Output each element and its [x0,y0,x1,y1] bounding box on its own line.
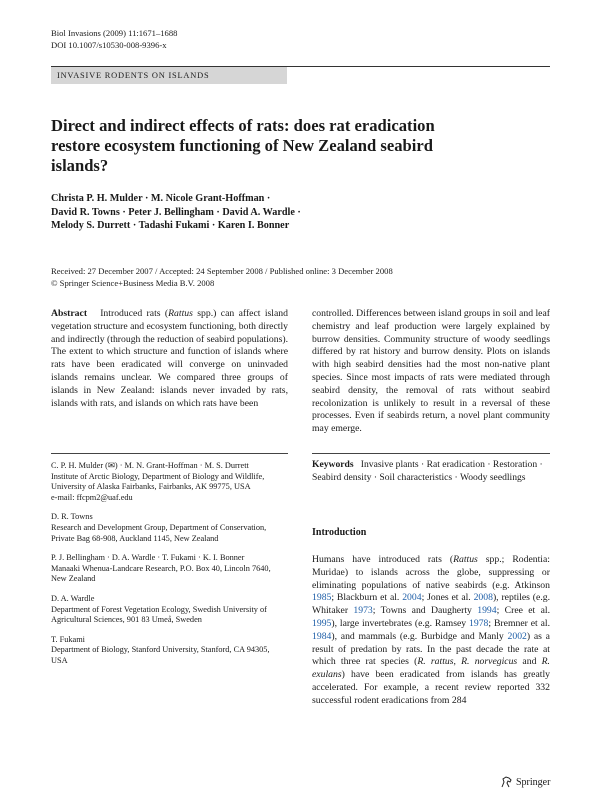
intro-text: and [517,656,542,668]
citation-link[interactable]: 1973 [353,605,373,617]
affiliation [51,594,288,626]
intro-text: ; Jones et al. [421,592,474,604]
affiliation-names: C. P. H. Mulder (✉) · M. N. Grant-Hoffman · M. S. Durrett [51,461,249,470]
doi[interactable]: DOI 10.1007/s10530-008-9396-x [51,39,167,50]
intro-text: ; Towns and Daugherty [372,605,478,617]
abstract-text: Introduced rats ( [100,308,169,319]
introduction-heading: Introduction [312,527,367,538]
author-line: Christa P. H. Mulder · M. Nicole Grant-Hoffman · [51,193,271,204]
author-line: Melody S. Durrett · Tadashi Fukami · Karen I. Bonner [51,220,290,231]
affiliation-names: P. J. Bellingham · D. A. Wardle · T. Fukami · K. I. Bonner [51,553,245,563]
citation-link[interactable]: 1984 [312,630,332,642]
title-line: restore ecosystem functioning of New Zealand seabird [51,136,433,155]
affiliation-address: Research and Development Group, Department of Conservation, Private Bag 68-908, Auckland 1145, New Zealand [51,522,267,543]
abstract-text: spp.) can affect island vegetation structure and ecosystem functioning, both directly and indirectly (through the reduction of seabird populations). The extent to which structure and function of islands where rats have been eradicated will converge on uninvaded islands remains unclear. We compared three groups of islands in New Zealand: islands never invaded by rats, islands with rats, and islands on which rats have been [51,308,289,409]
affiliation [51,461,288,503]
citation-link[interactable]: 2004 [402,592,422,604]
affiliation-rule [51,453,288,454]
intro-species: R. exulans [312,656,550,681]
citation-link[interactable]: 2008 [473,592,493,604]
publisher-logo [500,776,550,788]
citation-link[interactable]: 1995 [312,617,332,629]
intro-species: R. norvegicus [461,656,518,668]
intro-text: ) as a result of predation by rats. In the past decade the rate at which three rat species ( [312,630,550,668]
keywords-heading: Keywords [312,459,354,470]
abstract-continued: controlled. Differences between island groups in soil and leaf chemistry and leaf production were largely explained by burrow densities. Community structure of woody seedlings differed by rat history and burrow density. Plots on islands with high seabird densities had the most non-native plant species. Since most impacts of rats were mediated through seabird density, the removal of rats without seabird recolonization is unlikely to result in a reversal of these processes. Even if seabirds return, a novel plant community may emerge. [312,308,550,435]
intro-genus: Rattus [453,554,478,565]
affiliation-names: T. Fukami [51,634,85,644]
affiliation-address: Institute of Arctic Biology, Department of Biology and Wildlife, University of Alaska Fairbanks, Fairbanks, AK 99775, USA [51,471,265,492]
copyright-line: © Springer Science+Business Media B.V. 2008 [51,277,215,288]
affiliation-email[interactable]: e-mail: ffcpm2@uaf.edu [51,492,133,502]
author-line: David R. Towns · Peter J. Bellingham · David A. Wardle · [51,206,301,218]
article-title [51,116,491,176]
affiliation-names: D. R. Towns [51,512,93,522]
intro-species: R. rattus [417,656,454,668]
intro-text: ) have been eradicated from islands has greatly accelerated. For example, a recent review reported 332 successful rodent eradications from 284 [312,669,550,706]
affiliation-address: Department of Biology, Stanford University, Stanford, CA 94305, USA [51,645,270,665]
citation-link[interactable]: 1978 [469,617,489,629]
journal-header [51,28,177,51]
intro-text: ; Cree et al. [496,605,550,617]
intro-text: spp.; Rodentia: Muridae) to islands across the globe, suppressing or eliminating populations of native seabirds (e.g. Atkinson [312,554,550,591]
dates-line: Received: 27 December 2007 / Accepted: 24 September 2008 / Published online: 3 December 2008 [51,266,393,276]
introduction-text [312,554,550,708]
affiliation-names: D. A. Wardle [51,593,95,603]
springer-horse-icon [500,776,513,788]
publication-dates [51,266,521,289]
author-list [51,192,481,233]
title-line: islands? [51,156,109,175]
abstract [51,308,288,410]
keywords [312,459,550,485]
intro-text: ), reptiles (e.g. Whitaker [312,592,551,617]
abstract-genus: Rattus [168,308,193,319]
intro-text: ), large invertebrates (e.g. Ramsey [331,617,470,629]
title-line: Direct and indirect effects of rats: does rat eradication [51,116,435,135]
citation-link[interactable]: 1994 [477,605,497,617]
citation-link[interactable]: 1985 [312,592,332,604]
intro-text: ; Blackburn et al. [331,592,403,604]
affiliation-address: Department of Forest Vegetation Ecology, Swedish University of Agricultural Sciences, 901 83 Umeå, Sweden [51,604,267,625]
intro-text: ; Bremner et al. [488,617,550,629]
intro-text: , [453,656,462,668]
affiliation [51,553,288,585]
abstract-heading: Abstract [51,308,88,319]
intro-text: ), and mammals (e.g. Burbidge and Manly [331,630,508,642]
keywords-text: Invasive plants · Rat eradication · Restoration · Seabird density · Soil characteristics · Woody seedlings [312,459,543,483]
affiliation-address: Manaaki Whenua-Landcare Research, P.O. Box 40, Lincoln 7640, New Zealand [51,563,271,584]
publisher-name: Springer [516,776,551,788]
journal-citation: Biol Invasions (2009) 11:1671–1688 [51,28,178,38]
keywords-rule [312,453,550,454]
affiliation [51,635,288,667]
section-label: INVASIVE RODENTS ON ISLANDS [51,67,287,84]
citation-link[interactable]: 2002 [507,630,527,642]
intro-text: Humans have introduced rats ( [312,554,454,565]
affiliations [51,461,288,676]
affiliation [51,512,288,544]
